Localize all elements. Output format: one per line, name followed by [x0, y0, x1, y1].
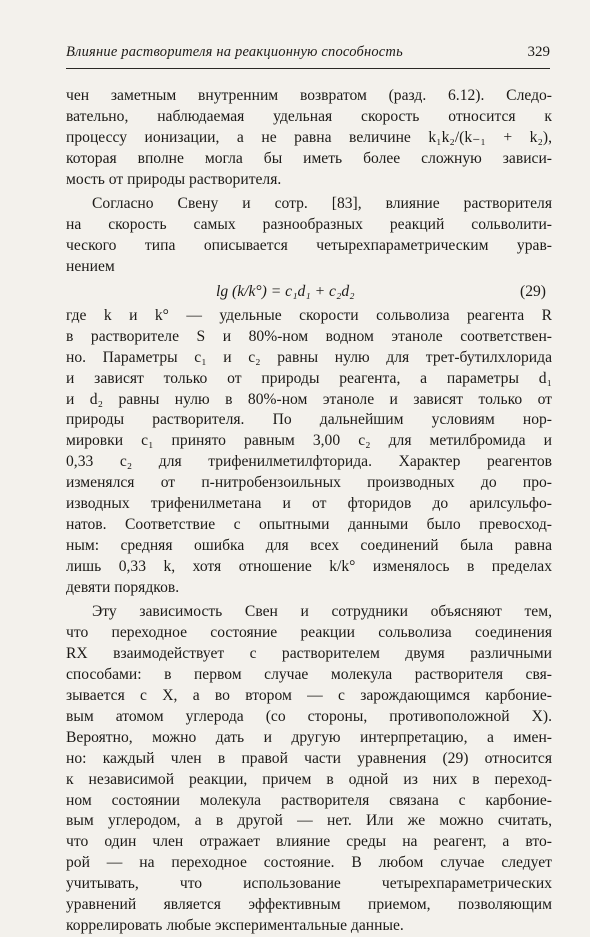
text-line: ном состоянии молекула растворителя связана с карбоние-	[66, 791, 552, 809]
text-line: 0,33 c₂ для трифенилметилфторида. Характер реагентов	[66, 453, 552, 471]
text-line: вым атомом углерода (со стороны, противоположной X).	[66, 707, 552, 725]
text-line: и d₂ равны нулю в 80%-ном этаноле и зависят только от	[66, 390, 552, 408]
text-line: природы растворителя. По дальнейшим условиям нор-	[66, 411, 552, 429]
text-line: изводных трифенилметана и от фторидов до арилсульфо-	[66, 495, 552, 513]
text-line: чен заметным внутренним возвратом (разд. 6.12). Следо-	[66, 87, 552, 104]
text-line: коррелировать любые экспериментальные данные.	[66, 916, 404, 934]
text-line: вым углеродом, а в другой — нет. Или же можно считать,	[66, 812, 552, 830]
paragraph-4	[66, 602, 552, 936]
equation-29	[66, 278, 552, 306]
text-line: нением	[66, 258, 115, 276]
text-line: процессу ионизации, а не равна величине k₁k₂/(k₋₁ + k₂),	[66, 128, 552, 146]
text-line: лишь 0,33 k, хотя отношение k/k° изменялось в пределах	[66, 557, 552, 575]
text-line: ным: средняя ошибка для всех соединений была равна	[66, 536, 552, 554]
text-line: изменялся от п-нитробензоильных производных до про-	[66, 474, 552, 492]
text-line: Эту зависимость Свен и сотрудники объясняют тем,	[92, 603, 552, 621]
text-line: RX взаимодействует с растворителем двумя различными	[66, 645, 552, 663]
text-line: зывается с X, а во втором — с зарождающимся карбоние-	[66, 687, 552, 705]
text-line: Вероятно, можно дать и другую интерпретацию, а имен-	[66, 728, 552, 746]
text-line: натов. Соответствие с опытными данными было превосход-	[66, 515, 552, 533]
text-line: девяти порядков.	[66, 578, 180, 596]
text-line: рой — на переходное состояние. В любом случае следует	[66, 854, 552, 872]
page-number: 329	[527, 44, 550, 60]
text-line: что переходное состояние реакции сольволиза соединения	[66, 624, 552, 642]
text-line: в растворителе S и 80%-ном водном этаноле соответствен-	[66, 327, 552, 345]
running-header	[66, 44, 550, 61]
text-line: но. Параметры c₁ и c₂ равны нулю для трет-бутилхлорида	[66, 348, 552, 366]
text-line: учитывать, что использование четырехпараметрических	[66, 875, 552, 893]
paragraph-1	[66, 86, 552, 190]
paragraph-3	[66, 306, 552, 598]
text-line: уравнений является эффективным приемом, позволяющим	[66, 895, 552, 913]
text-line: но: каждый член в правой части уравнения (29) относится	[66, 749, 552, 767]
text-line: мировки c₁ принято равным 3,00 c₂ для метилбромида и	[66, 432, 552, 450]
text-line: к независимой реакции, причем в одной из них в переход-	[66, 770, 552, 788]
text-line: ческого типа описывается четырехпараметрическим урав-	[66, 237, 552, 255]
running-title: Влияние растворителя на реакционную способность	[66, 44, 403, 60]
body-text	[66, 86, 552, 937]
paragraph-2	[66, 194, 552, 278]
text-line: Согласно Свену и сотр. [83], влияние растворителя	[92, 195, 552, 213]
text-line: вательно, наблюдаемая удельная скорость относится к	[66, 107, 552, 125]
equation-text: lg (k/k°) = c₁d₁ + c₂d₂	[216, 283, 355, 301]
text-line: и зависят только от природы реагента, а параметры d₁	[66, 369, 552, 387]
text-line: на скорость самых разнообразных реакций сольволити-	[66, 216, 552, 234]
text-line: где k и k° — удельные скорости сольволиза реагента R	[66, 307, 552, 325]
header-rule	[66, 68, 550, 69]
text-line: которая вполне могла бы иметь более сложную зависи-	[66, 149, 552, 167]
text-line: мость от природы растворителя.	[66, 170, 282, 188]
equation-number: (29)	[520, 283, 546, 301]
text-line: способами: в первом случае молекула растворителя свя-	[66, 666, 552, 684]
text-line: что один член отражает влияние среды на реагент, а вто-	[66, 833, 552, 851]
